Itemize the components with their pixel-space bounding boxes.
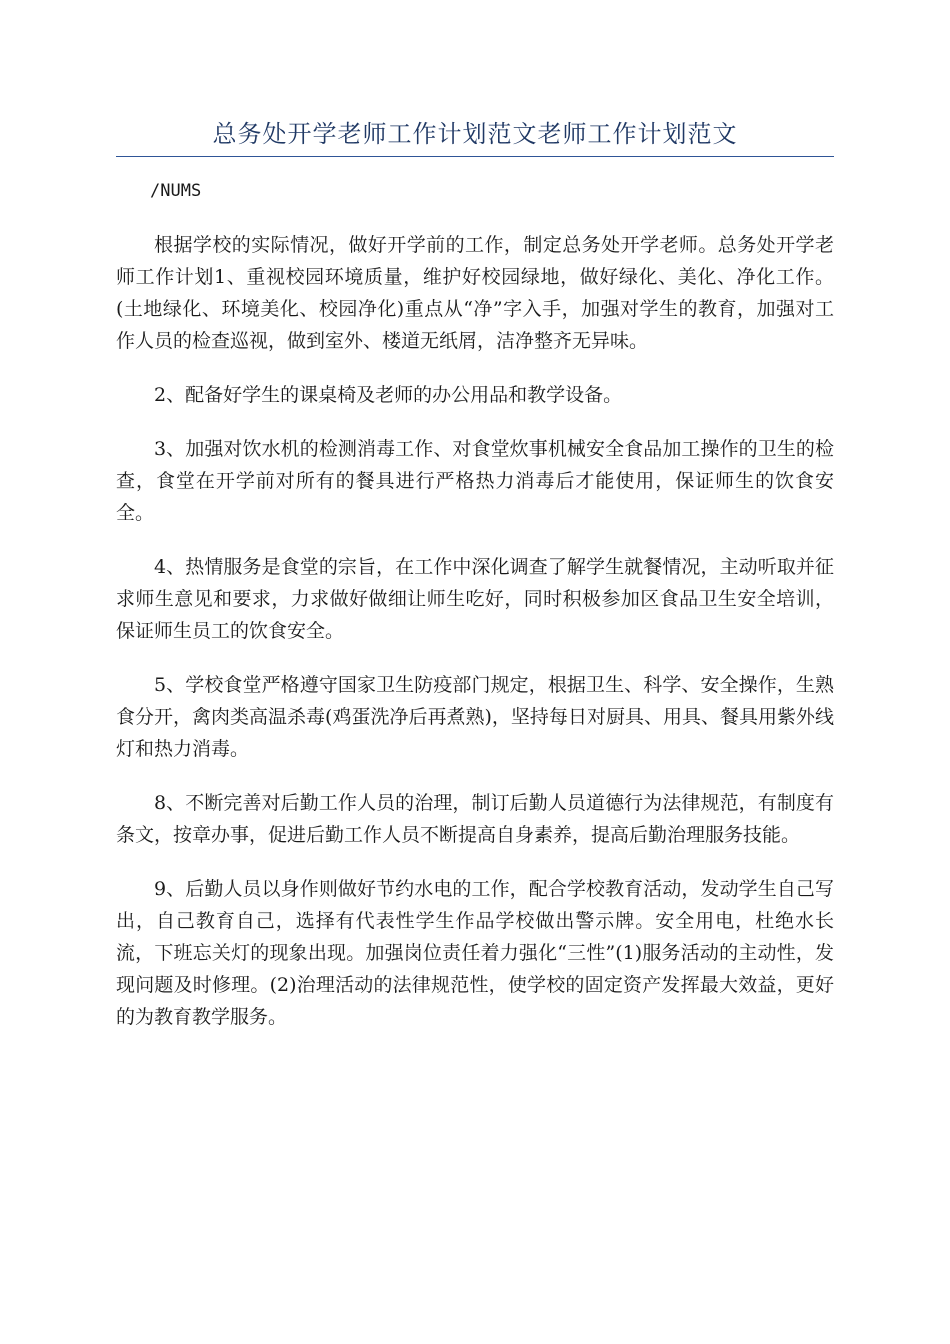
nums-placeholder: /NUMS: [150, 181, 202, 201]
paragraph-item-5: 5、学校食堂严格遵守国家卫生防疫部门规定，根据卫生、科学、安全操作，生熟食分开，禽肉类高温杀毒(鸡蛋洗净后再煮熟)，坚持每日对厨具、用具、餐具用紫外线灯和热力消毒。: [116, 674, 834, 760]
document-page: [116, 112, 834, 1055]
paragraph-item-2: 2、配备好学生的课桌椅及老师的办公用品和教学设备。: [154, 384, 623, 406]
paragraph-item-4: 4、热情服务是食堂的宗旨，在工作中深化调查了解学生就餐情况，主动听取并征求师生意见和要求，力求做好做细让师生吃好，同时积极参加区食品卫生安全培训，保证师生员工的饮食安全。: [116, 556, 834, 642]
paragraph-intro: 根据学校的实际情况，做好开学前的工作，制定总务处开学老师。总务处开学老师工作计划1、重视校园环境质量，维护好校园绿地，做好绿化、美化、净化工作。(土地绿化、环境美化、校园净化)重点从“净”字入手，加强对学生的教育，加强对工作人员的检查巡视，做到室外、楼道无纸屑，洁净整齐无异味。: [116, 234, 834, 352]
document-body: [116, 175, 834, 1033]
paragraph-item-3: 3、加强对饮水机的检测消毒工作、对食堂炊事机械安全食品加工操作的卫生的检查，食堂在开学前对所有的餐具进行严格热力消毒后才能使用，保证师生的饮食安全。: [116, 438, 834, 524]
document-title: 总务处开学老师工作计划范文老师工作计划范文: [212, 120, 738, 148]
paragraph-item-8: 8、不断完善对后勤工作人员的治理，制订后勤人员道德行为法律规范，有制度有条文，按章办事，促进后勤工作人员不断提高自身素养，提高后勤治理服务技能。: [116, 792, 834, 846]
paragraph-item-9: 9、后勤人员以身作则做好节约水电的工作，配合学校教育活动，发动学生自己写出，自己教育自己，选择有代表性学生作品学校做出警示牌。安全用电，杜绝水长流，下班忘关灯的现象出现。加强岗位责任着力强化“三性”(1)服务活动的主动性，发现问题及时修理。(2)治理活动的法律规范性，使学校的固定资产发挥最大效益，更好的为教育教学服务。: [116, 878, 834, 1028]
title-underline: [116, 156, 834, 157]
